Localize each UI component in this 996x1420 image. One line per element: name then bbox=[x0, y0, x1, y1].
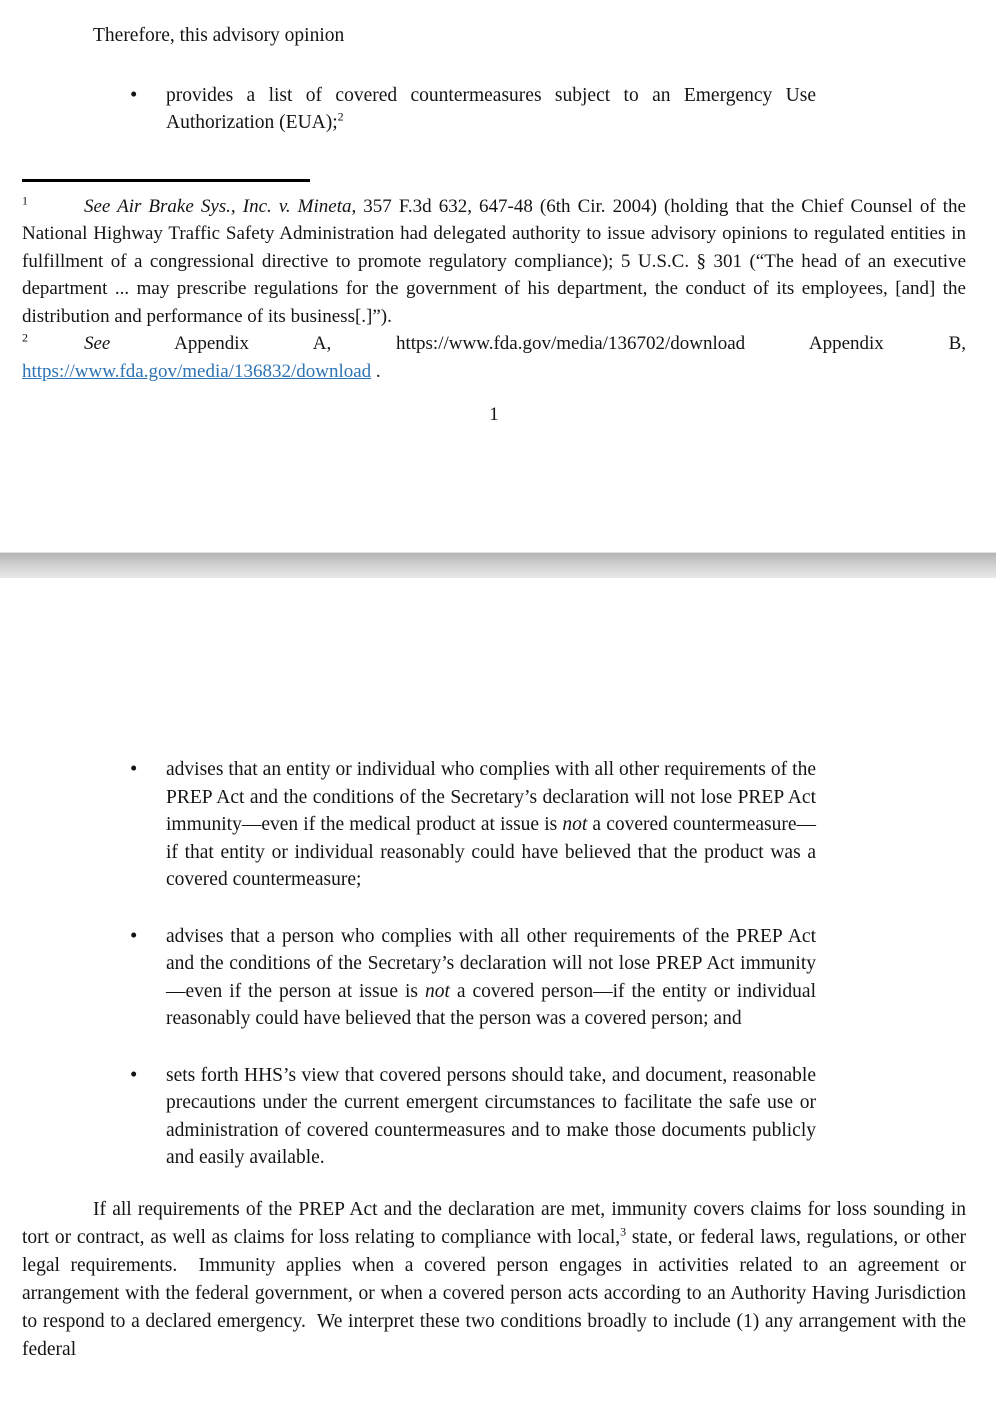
intro-paragraph: Therefore, this advisory opinion bbox=[93, 25, 345, 46]
text-run: advises that a person who complies with all other requirements of the PREP Act and the conditions of the Secretary’s declaration will not lose PREP Act immunity—even if the person at issue is bbox=[166, 925, 816, 1002]
hyperlink[interactable]: https://www.fda.gov/media/136832/download bbox=[22, 360, 372, 382]
italic-text: not bbox=[424, 980, 450, 1002]
page-separator bbox=[0, 552, 996, 578]
bullet-item-eua bbox=[128, 82, 816, 137]
footnote-1 bbox=[22, 193, 966, 331]
footnote-separator bbox=[22, 179, 310, 182]
bullet-list-page1 bbox=[22, 82, 966, 137]
footnote-2 bbox=[22, 330, 966, 385]
italic-text: See bbox=[84, 333, 111, 354]
footnote-ref: 2 bbox=[337, 109, 344, 124]
text-run: , 357 F.3d 632, 647-48 (6th Cir. 2004) (holding that the Chief Counsel of the National Highway Traffic Safety Administration had delegated authority to issue advisory opinions to regulated entities in fulfillment of a congressional directive to promote regulatory compliance); 5 U.S.C. § 301 (“The head of an executive department ... may prescribe regulations for the government of his department, the conduct of its employees, [and] the distribution and performance of its business[.]”). bbox=[22, 195, 966, 327]
text-run: provides a list of covered countermeasures subject to an Emergency Use Authorization (EUA); bbox=[166, 84, 816, 133]
page-1 bbox=[0, 0, 996, 552]
footnote-ref: 3 bbox=[620, 1224, 627, 1238]
italic-text: See Air Brake Sys., Inc. v. Mineta bbox=[84, 195, 352, 217]
italic-text: not bbox=[562, 814, 588, 835]
text-run: a covered person—if the entity or individual reasonably could have believed that the person was a covered person; and bbox=[166, 980, 816, 1029]
text-run: If all requirements of the PREP Act and the declaration are met, immunity covers claims for loss sounding in tort or contract, as well as claims for loss relating to compliance with local, bbox=[22, 1198, 966, 1248]
text-run: sets forth HHS’s view that covered persons should take, and document, reasonable precautions under the current emergent circumstances to facilitate the safe use or administration of covered countermeasures and to make those documents publicly and easily available. bbox=[166, 1064, 816, 1168]
footnote-ref: 2 bbox=[22, 330, 28, 345]
bullet-item-hhs-view bbox=[128, 1062, 816, 1172]
text-run: a covered countermeasure—if that entity or individual reasonably could have believed that the product was a covered countermeasure; bbox=[166, 814, 816, 890]
text-run: Appendix A, https://www.fda.gov/media/136702/download Appendix B, bbox=[110, 333, 966, 354]
bullet-item-entity-immunity bbox=[128, 756, 816, 894]
bullet-list-page2 bbox=[22, 756, 966, 1172]
footnotes bbox=[22, 193, 966, 386]
text-run: . bbox=[371, 360, 381, 382]
bullet-item-person-immunity bbox=[128, 923, 816, 1033]
body-paragraph bbox=[22, 1196, 966, 1364]
text-run: state, or federal laws, regulations, or other legal requirements. Immunity applies when a covered person engages in activities related to an agreement or arrangement with the federal government, or when a covered person acts according to an Authority Having Jurisdiction to respond to a declared emergency. We interpret these two conditions broadly to include (1) any arrangement with the federal bbox=[22, 1226, 966, 1360]
text-run: advises that an entity or individual who complies with all other requirements of the PREP Act and the conditions of the Secretary’s declaration will not lose PREP Act immunity—even if the medical product at issue is bbox=[166, 759, 816, 835]
page-number: 1 bbox=[489, 404, 499, 425]
footnote-ref: 1 bbox=[22, 193, 28, 208]
page-2 bbox=[0, 578, 996, 1420]
